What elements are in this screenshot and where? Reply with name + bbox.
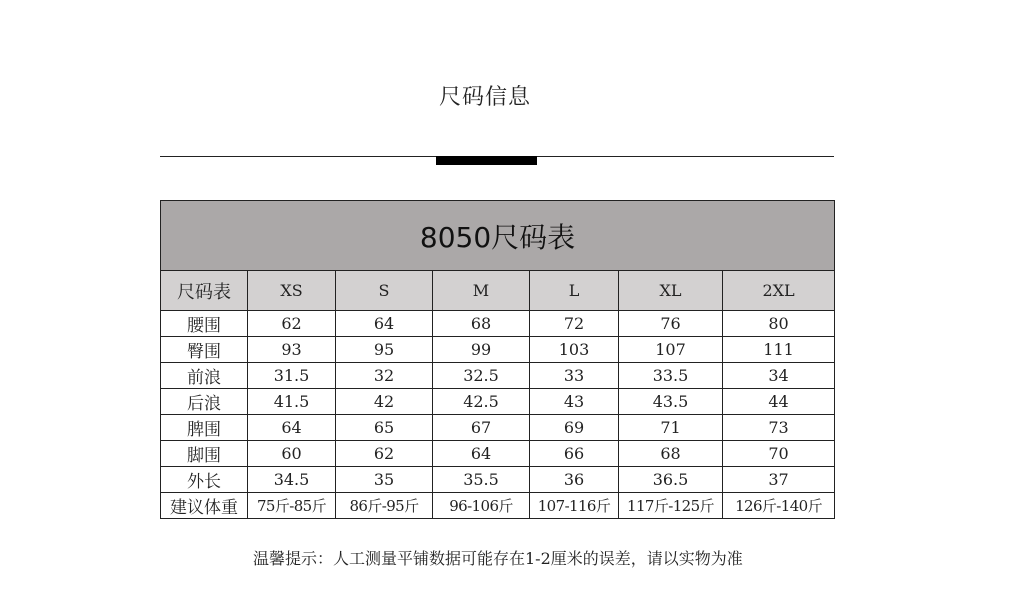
table-row [161, 467, 835, 493]
table-cell: 42 [336, 389, 433, 415]
table-cell: 111 [723, 337, 835, 363]
table-cell: 37 [723, 467, 835, 493]
table-cell: 99 [433, 337, 530, 363]
table-cell: 64 [433, 441, 530, 467]
table-cell: 43.5 [619, 389, 723, 415]
table-cell: 33.5 [619, 363, 723, 389]
table-cell: 62 [248, 311, 336, 337]
table-cell: 34 [723, 363, 835, 389]
table-cell: 35 [336, 467, 433, 493]
table-cell: 66 [530, 441, 619, 467]
row-label: 前浪 [161, 363, 248, 389]
table-cell: 34.5 [248, 467, 336, 493]
size-header-s: S [336, 271, 433, 311]
table-cell: 75斤-85斤 [248, 493, 336, 519]
measurement-note: 温馨提示：人工测量平铺数据可能存在1-2厘米的误差，请以实物为准 [253, 549, 743, 568]
row-label: 腰围 [161, 311, 248, 337]
table-cell: 69 [530, 415, 619, 441]
table-cell: 68 [433, 311, 530, 337]
table-cell: 62 [336, 441, 433, 467]
table-cell: 86斤-95斤 [336, 493, 433, 519]
size-header-l: L [530, 271, 619, 311]
size-header-xl: XL [619, 271, 723, 311]
table-cell: 76 [619, 311, 723, 337]
table-cell: 107-116斤 [530, 493, 619, 519]
table-cell: 64 [336, 311, 433, 337]
table-cell: 96-106斤 [433, 493, 530, 519]
table-cell: 68 [619, 441, 723, 467]
table-cell: 80 [723, 311, 835, 337]
row-label: 脾围 [161, 415, 248, 441]
section-title: 尺码信息 [438, 85, 531, 110]
row-label: 建议体重 [161, 493, 248, 519]
table-row [161, 493, 835, 519]
table-row [161, 415, 835, 441]
table-cell: 71 [619, 415, 723, 441]
table-cell: 73 [723, 415, 835, 441]
size-header-row [161, 271, 835, 311]
table-cell: 36.5 [619, 467, 723, 493]
table-cell: 44 [723, 389, 835, 415]
table-cell: 107 [619, 337, 723, 363]
size-header-m: M [433, 271, 530, 311]
size-chart-table [160, 200, 835, 519]
table-cell: 126斤-140斤 [723, 493, 835, 519]
table-cell: 117斤-125斤 [619, 493, 723, 519]
row-label: 外长 [161, 467, 248, 493]
table-cell: 72 [530, 311, 619, 337]
table-cell: 35.5 [433, 467, 530, 493]
table-cell: 33 [530, 363, 619, 389]
size-header-2xl: 2XL [723, 271, 835, 311]
table-cell: 95 [336, 337, 433, 363]
table-cell: 36 [530, 467, 619, 493]
table-cell: 103 [530, 337, 619, 363]
size-header-corner: 尺码表 [161, 271, 248, 311]
table-cell: 32.5 [433, 363, 530, 389]
table-cell: 31.5 [248, 363, 336, 389]
table-cell: 41.5 [248, 389, 336, 415]
table-cell: 42.5 [433, 389, 530, 415]
table-cell: 70 [723, 441, 835, 467]
table-cell: 93 [248, 337, 336, 363]
table-row [161, 441, 835, 467]
table-cell: 65 [336, 415, 433, 441]
row-label: 臀围 [161, 337, 248, 363]
table-row [161, 389, 835, 415]
table-cell: 60 [248, 441, 336, 467]
table-cell: 67 [433, 415, 530, 441]
divider-accent-bar [436, 156, 537, 165]
table-row [161, 311, 835, 337]
table-row [161, 363, 835, 389]
table-row [161, 337, 835, 363]
size-table-title: 8050尺码表 [161, 201, 835, 271]
row-label: 后浪 [161, 389, 248, 415]
table-cell: 43 [530, 389, 619, 415]
size-header-xs: XS [248, 271, 336, 311]
table-cell: 64 [248, 415, 336, 441]
row-label: 脚围 [161, 441, 248, 467]
table-cell: 32 [336, 363, 433, 389]
